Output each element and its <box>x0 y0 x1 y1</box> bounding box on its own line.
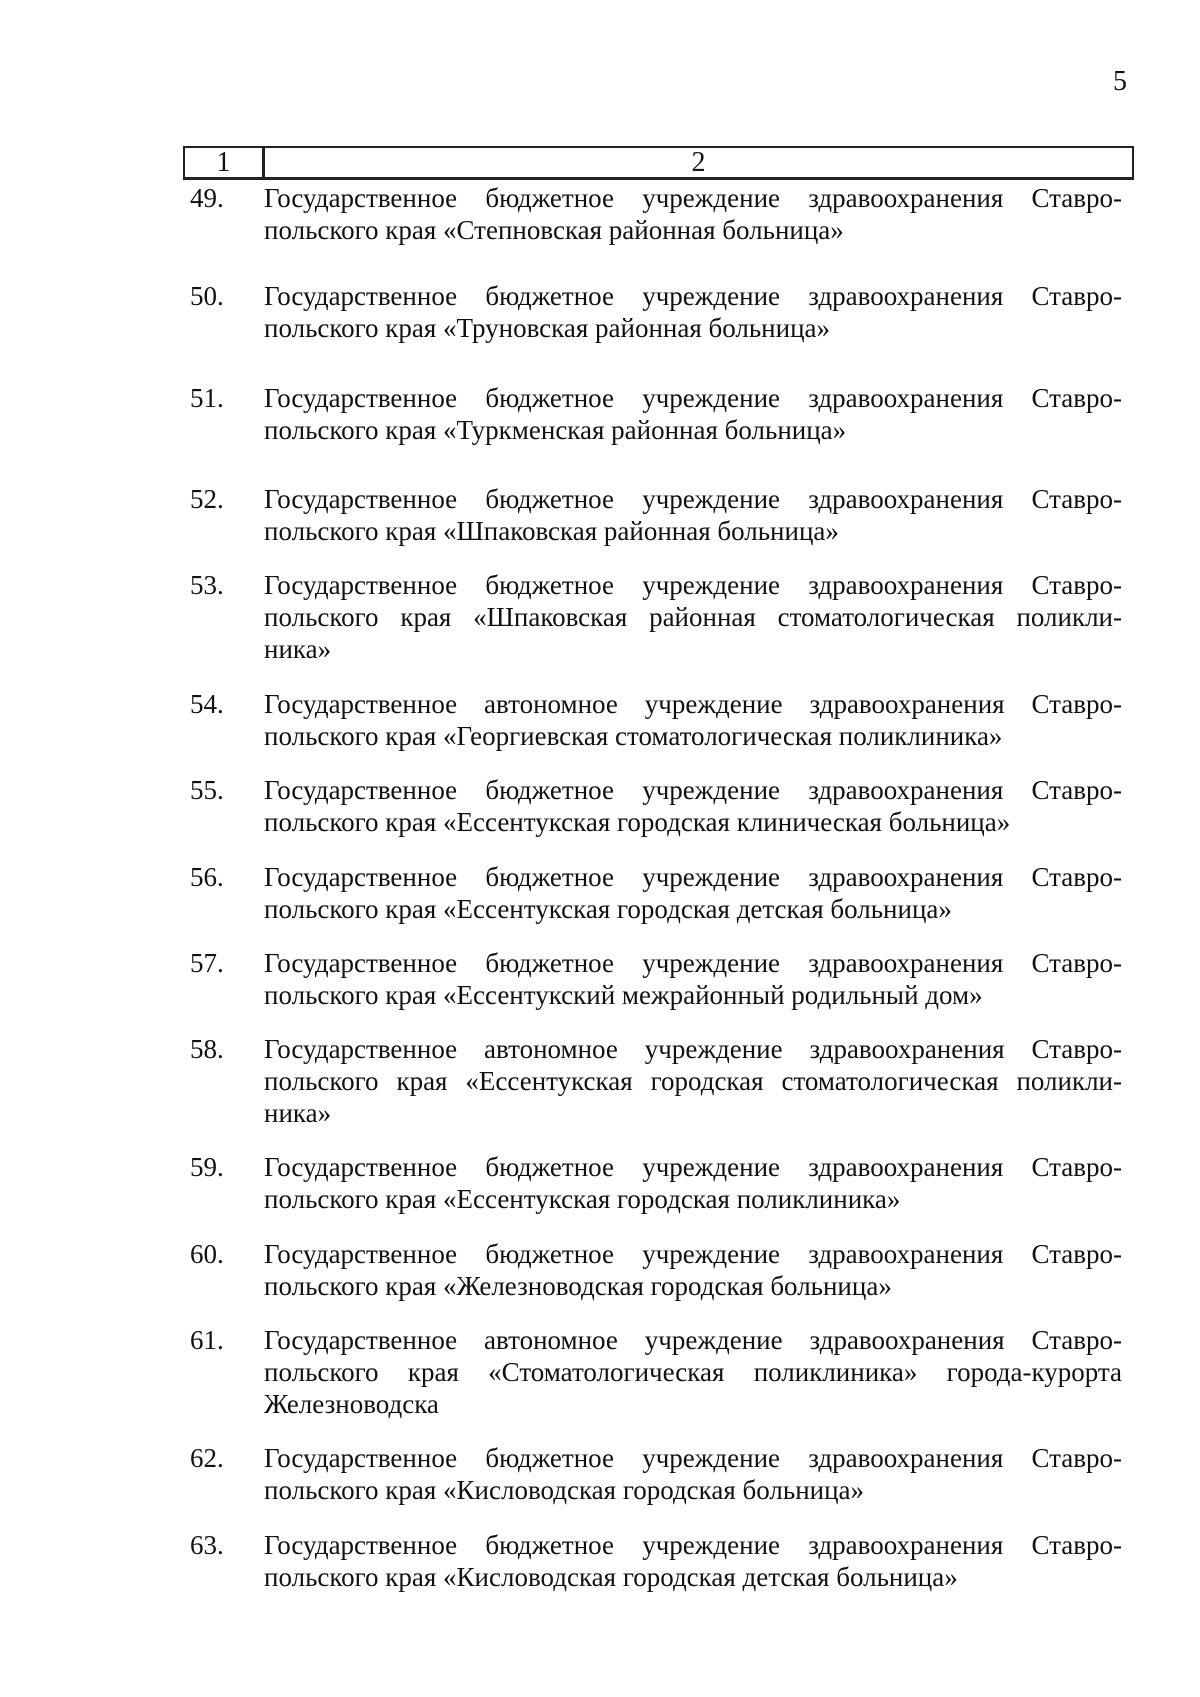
list-item-text <box>264 861 1122 925</box>
table-header-col-2: 2 <box>691 147 706 178</box>
list-item-text <box>264 483 1122 547</box>
list-item-line: польского края «Ессентукская городская детская больница» <box>264 894 952 924</box>
list-item-line: польского края «Туркменская районная больница» <box>264 415 847 445</box>
list-item-line: Государственное автономное учреждение здравоохранения Ставро- <box>264 689 1122 719</box>
table-header <box>183 146 1134 180</box>
list-item <box>190 688 1122 752</box>
list-item <box>190 280 1122 344</box>
list-item-number: 63. <box>190 1530 224 1560</box>
list-item-line: Государственное бюджетное учреждение здравоохранения Ставро- <box>264 383 1122 413</box>
list-item-line: Государственное автономное учреждение здравоохранения Ставро- <box>264 1034 1122 1064</box>
list-item-line: польского края «Кисловодская городская больница» <box>264 1475 865 1505</box>
list-item-text <box>264 569 1122 665</box>
page-number: 5 <box>1113 66 1127 97</box>
list-item-line: Государственное автономное учреждение здравоохранения Ставро- <box>264 1325 1122 1355</box>
list-item-number: 53. <box>190 570 224 600</box>
list-item-line: польского края «Ессентукская городская клиническая больница» <box>264 807 1011 837</box>
list-item-number: 54. <box>190 689 224 719</box>
list-item-number: 61. <box>190 1325 224 1355</box>
list-item-text <box>264 774 1122 838</box>
list-item-line: польского края «Кисловодская городская детская больница» <box>264 1562 958 1592</box>
list-item <box>190 182 1122 246</box>
list-item-line: польского края «Степновская районная больница» <box>264 215 844 245</box>
list-item-number: 56. <box>190 862 224 892</box>
list-item-line: польского края «Шпаковская районная стоматологическая поликли- <box>264 602 1122 632</box>
list-item-line: Государственное бюджетное учреждение здравоохранения Ставро- <box>264 484 1122 514</box>
list-item-number: 52. <box>190 484 224 514</box>
list-item-number: 59. <box>190 1152 224 1182</box>
list-item <box>190 483 1122 547</box>
list-item-number: 51. <box>190 383 224 413</box>
list-item-line: ника» <box>264 634 332 664</box>
list-item-line: польского края «Ессентукская городская поликлиника» <box>264 1184 901 1214</box>
list-item <box>190 1442 1122 1506</box>
list-item-line: Государственное бюджетное учреждение здравоохранения Ставро- <box>264 862 1122 892</box>
list-item <box>190 1151 1122 1215</box>
list-item-number: 62. <box>190 1443 224 1473</box>
list-item <box>190 947 1122 1011</box>
list-item <box>190 774 1122 838</box>
list-item-line: польского края «Стоматологическая поликлиника» города-курорта <box>264 1357 1122 1387</box>
list-item-line: ника» <box>264 1098 332 1128</box>
list-item-number: 50. <box>190 281 224 311</box>
list-item-text <box>264 182 1122 246</box>
list-item-line: польского края «Ессентукская городская стоматологическая поликли- <box>264 1066 1122 1096</box>
list-item-line: Железноводска <box>264 1389 439 1419</box>
list-item-line: Государственное бюджетное учреждение здравоохранения Ставро- <box>264 281 1122 311</box>
list-item <box>190 1033 1122 1129</box>
list-item-text <box>264 1033 1122 1129</box>
list-item-line: польского края «Труновская районная больница» <box>264 313 831 343</box>
list-item-text <box>264 1324 1122 1420</box>
list-item <box>190 1238 1122 1302</box>
list-item-text <box>264 382 1122 446</box>
list-item-number: 55. <box>190 775 224 805</box>
list-item-text <box>264 947 1122 1011</box>
list-item-text <box>264 1529 1122 1593</box>
list-item-line: Государственное бюджетное учреждение здравоохранения Ставро- <box>264 183 1122 213</box>
list-item-line: Государственное бюджетное учреждение здравоохранения Ставро- <box>264 1530 1122 1560</box>
list-item-number: 57. <box>190 948 224 978</box>
list-item-text <box>264 280 1122 344</box>
list-item-line: польского края «Железноводская городская больница» <box>264 1271 892 1301</box>
list-item <box>190 1529 1122 1593</box>
list-item-number: 60. <box>190 1239 224 1269</box>
list-item-line: польского края «Шпаковская районная больница» <box>264 516 839 546</box>
list-item-line: польского края «Георгиевская стоматологическая поликлиника» <box>264 721 1003 751</box>
list-item-number: 49. <box>190 183 224 213</box>
list-item-text <box>264 1238 1122 1302</box>
list-item-text <box>264 1442 1122 1506</box>
list-item-line: Государственное бюджетное учреждение здравоохранения Ставро- <box>264 570 1122 600</box>
list-item-text <box>264 1151 1122 1215</box>
list-item <box>190 1324 1122 1420</box>
list-item-line: польского края «Ессентукский межрайонный родильный дом» <box>264 980 983 1010</box>
list-item-number: 58. <box>190 1034 224 1064</box>
list-item <box>190 569 1122 665</box>
list-item-line: Государственное бюджетное учреждение здравоохранения Ставро- <box>264 1443 1122 1473</box>
list-item-line: Государственное бюджетное учреждение здравоохранения Ставро- <box>264 948 1122 978</box>
list-item <box>190 382 1122 446</box>
list-item-text <box>264 688 1122 752</box>
list-item-line: Государственное бюджетное учреждение здравоохранения Ставро- <box>264 1152 1122 1182</box>
list-item-line: Государственное бюджетное учреждение здравоохранения Ставро- <box>264 1239 1122 1269</box>
list-item <box>190 861 1122 925</box>
table-header-col-1: 1 <box>185 148 265 177</box>
list-item-line: Государственное бюджетное учреждение здравоохранения Ставро- <box>264 775 1122 805</box>
